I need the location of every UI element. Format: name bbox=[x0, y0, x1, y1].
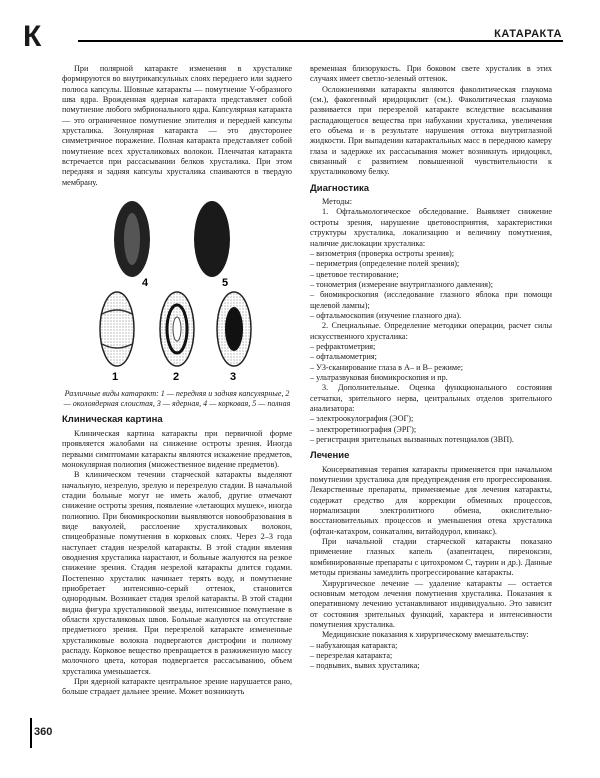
paragraph: При ядерной катаракте центральное зрение нарушается рано, больше страдает дальнее зрение. Может возникнуть bbox=[62, 677, 292, 697]
list-item: – тонометрия (измерение внутриглазного давления); bbox=[310, 279, 493, 289]
lens-1 bbox=[100, 292, 134, 366]
paragraph: Клиническая картина катаракты при первичной форме проявляется жалобами на снижение остроты зрения. Иногда первыми симптомами катаракты являются искажение предметов, монокулярная полиопия (множественное видение предметов). bbox=[62, 428, 292, 469]
fig-label: 2 bbox=[173, 371, 180, 383]
heading-diagnostics: Диагностика bbox=[310, 182, 370, 194]
paragraph: 2. Специальные. Определение методики операции, расчет силы искусственного хрусталика: bbox=[310, 321, 552, 341]
list-item: – биомикроскопия (исследование глазного яблока при помощи щелевой лампы); bbox=[310, 290, 552, 310]
list-item: – визометрия (проверка остроты зрения); bbox=[310, 248, 454, 258]
paragraph: Консервативная терапия катаракты применяется при начальном помутнении хрусталика для предупреждения его прогрессирования. Лекарственные препараты, применяемые для лечения катаракты, содержат средство для коррекции обменных процессов, нормализации электролитного обмена, окислительно-восстановительных процессов и уменьшения отека хрусталика (офтан-катахром, сонкаталин, витайодурол, квинакс). bbox=[310, 464, 552, 536]
paragraph: временная близорукость. При боковом свете хрусталик в этих случаях имеет светло-зеленый оттенок. bbox=[310, 64, 552, 84]
list-item: – офтальмоскопия (изучение глазного дна). bbox=[310, 310, 462, 320]
cataract-figure bbox=[62, 194, 292, 382]
header-rule bbox=[78, 40, 563, 42]
list-item: – набухающая катаракта; bbox=[310, 640, 398, 650]
running-title: КАТАРАКТА bbox=[494, 28, 562, 40]
paragraph: Осложнениями катаракты являются факолитическая глаукома (см.), факогенный иридоциклит (см.). Факолитическая глаукома развивается при перезрелой катаракте вследствие всасывания распадающегося вещества при набухании хрусталика, увеличения его объема и в результате нарушения оттока внутриглазной жидкости. При выпадении катарактальных масс в переднюю камеру глаза и задержке их рассасывания может возникнуть иридоцикл, связанный с развитием повышенной чувствительности к хрусталиковому белку. bbox=[310, 84, 552, 177]
fig-label: 4 bbox=[142, 277, 149, 290]
paragraph: В клиническом течении старческой катаракты выделяют начальную, незрелую, зрелую и перезрелую стадии. В начальной стадии больные могут не иметь жалоб, другие отмечают снижение остроты зрения, появление «летающих мушек», иногда полиопию. При биомикроскопии выявляются новообразования в виде вакуолей, расслоение хрусталиковых волокон, спицеобразные помутнения в корковых слоях. Через 2–3 года наступает стадия незрелой катаракты. В этой стадии явления оводнения хрусталика нарастают, и больные жалуются на резкое снижение зрения. Стадия незрелой катаракты длится годами. Постепенно хрусталик начинает терять воду, и помутнение приобретает интенсивно-серый оттенок, становится однородным. Возникает стадия зрелой катаракты. В этой стадии видна фигура хрусталиковой звезды, интенсивное помутнение в области хрусталиковых швов. Больные жалуются на отсутствие предметного зрения. При перезрелой катаракте измененные хрусталиковые волокна подвергаются дистрофии и полному распаду. Корковое вещество превращается в разжиженную массу молочного цвета, которая подвергается рассасыванию, объем хрусталика уменьшается. bbox=[62, 470, 292, 676]
paragraph: Медицинские показания к хирургическому вмешательству: bbox=[322, 630, 529, 640]
list-item: – перезрелая катаракта; bbox=[310, 650, 393, 660]
heading-clinical: Клиническая картина bbox=[62, 414, 163, 426]
paragraph: Хирургическое лечение — удаление катаракты — остается основным методом лечения помутнения хрусталика. Показания к оперативному лечению устанавливают индивидуально. Это зависит от состояния зрительных функций, характера и интенсивности помутнения хрусталика. bbox=[310, 578, 552, 629]
list-item: – офтальмометрия; bbox=[310, 352, 377, 362]
list-item: – периметрия (определение полей зрения); bbox=[310, 259, 460, 269]
paragraph: 1. Офтальмологическое обследование. Выявляет снижение остроты зрения, нарушение цветовосприятия, характеристики структуры хрусталика, локализацию и величину помутнения, наличие дислокации хрусталика: bbox=[310, 207, 552, 248]
list-item: – цветовое тестирование; bbox=[310, 269, 399, 279]
figure-caption: Различные виды катаракт: 1 — передняя и задняя капсулярные, 2 — околоядерная слоистая, 3 — ядерная, 4 — корковая, 5 — полная bbox=[63, 389, 291, 409]
list-item: – рефрактометрия; bbox=[310, 341, 376, 351]
list-item: – электроретинография (ЭРГ); bbox=[310, 424, 417, 434]
lens-5 bbox=[194, 201, 230, 277]
fig-label: 3 bbox=[230, 371, 237, 383]
list-item: – электроокулография (ЭОГ); bbox=[310, 414, 414, 424]
list-item: – ультразвуковая биомикроскопия и пр. bbox=[310, 372, 448, 382]
heading-treatment: Лечение bbox=[310, 450, 350, 462]
list-item: – регистрация зрительных вызванных потенциалов (ЗВП). bbox=[310, 435, 514, 445]
page-number-rule bbox=[30, 718, 32, 748]
page-number: 360 bbox=[34, 726, 53, 738]
paragraph: При начальной стадии старческой катаракты показано применение глазных капель (азапентацен, пиреноксин, комбинированные препараты с цитохромом С, таурин и др.). Данные методы призваны замедлить прогрессирование катаракты. bbox=[310, 537, 552, 578]
paragraph: Методы: bbox=[322, 197, 353, 207]
fig-label: 5 bbox=[222, 277, 229, 290]
paragraph: 3. Дополнительные. Оценка функционального состояния сетчатки, зрительного нерва, центральных отделов зрительного анализатора: bbox=[310, 383, 552, 413]
list-item: – подвывих, вывих хрусталика; bbox=[310, 661, 420, 671]
fig-label: 1 bbox=[112, 371, 119, 383]
list-item: – УЗ-сканирование глаза в А– и В– режиме; bbox=[310, 362, 463, 372]
left-column bbox=[62, 64, 292, 698]
right-column bbox=[310, 64, 552, 672]
section-letter: К bbox=[23, 20, 42, 53]
paragraph: При полярной катаракте изменения в хрусталике формируются во внутрикапсульных слоях переднего или заднего полюса капсулы. Шовные катаракты — помутнение Y-образного шва ядра. Врожденная ядерная катаракта представляет собой помутнение любого эмбрионального ядра. Капсулярная катаракта — это ограниченное помутнение эпителия и передней капсулы хрусталика. Зонулярная катаракта — это двусторонее симметричное поражение. Полная катаракта представляет собой помутнение всех хрусталиковых волокон. Пленчатая катаракта встречается при рассасывании белков хрусталика. При этом передняя и задняя капсулы хрусталика спаиваются в твердую мембрану. bbox=[62, 64, 292, 187]
